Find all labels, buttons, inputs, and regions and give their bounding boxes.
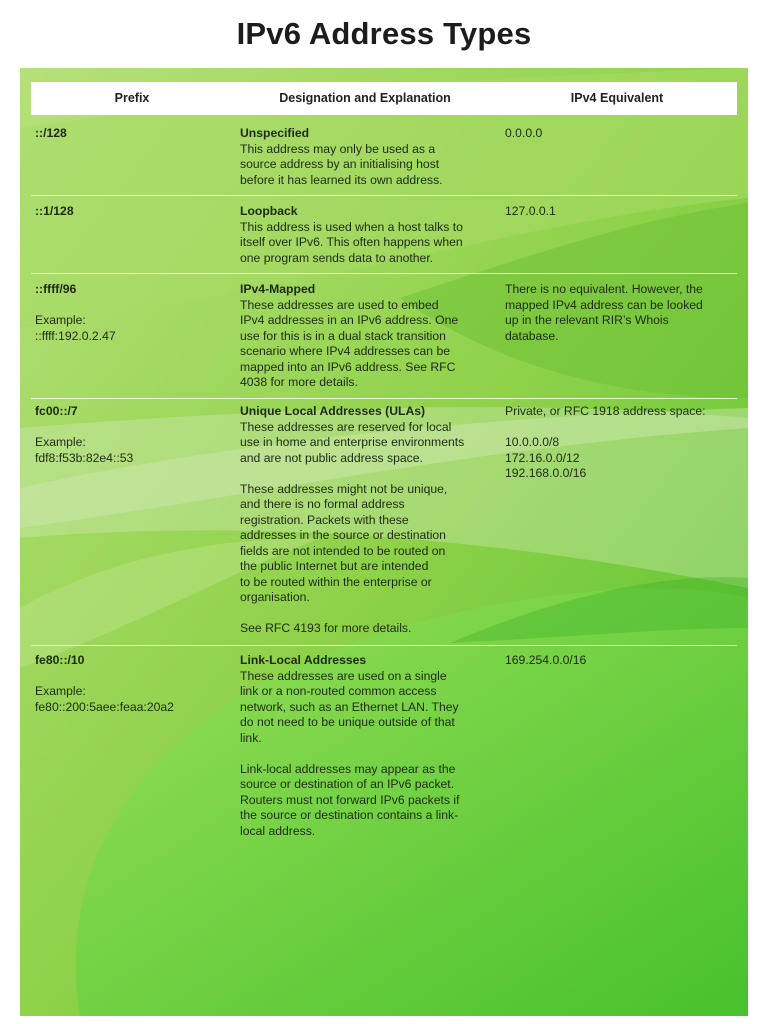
example-label: Example: [35,313,86,327]
example-value: fdf8:f53b:82e4::53 [35,450,134,465]
explanation-line: This address may only be used as a [240,141,436,156]
ipv4-value: 169.254.0.0/16 [505,653,587,667]
explanation-line: registration. Packets with these [240,512,409,527]
explanation-line: scenario where IPv4 addresses can be [240,344,451,358]
designation-title: IPv4-Mapped [240,282,316,296]
prefix-cell [35,204,230,220]
prefix-cell [35,126,230,142]
ipv4-cell [505,404,733,482]
explanation-line: This address is used when a host talks to [240,219,463,234]
designation-title: Unique Local Addresses (ULAs) [240,404,426,418]
explanation-line: These addresses are used on a single [240,668,447,683]
explanation-line: source address by an initialising host [240,157,440,171]
prefix-cell [35,282,230,344]
prefix-value: fc00::/7 [35,404,78,418]
row-divider [31,273,737,274]
ipv4-cell [505,126,733,142]
prefix-value: ::ffff/96 [35,282,77,296]
explanation-line: These addresses are reserved for local [240,419,452,434]
explanation-line: See RFC 4193 for more details. [240,621,412,635]
header-ipv4: IPv4 Equivalent [570,91,664,105]
example-value: fe80::200:5aee:feaa:20a2 [35,699,174,714]
row-divider [31,195,737,196]
prefix-value: ::1/128 [35,204,74,218]
explanation-line: Routers must not forward IPv6 packets if [240,792,460,807]
ipv4-line: Private, or RFC 1918 address space: [505,404,706,418]
explanation-line: local address. [240,823,316,838]
example-label: Example: [35,684,86,698]
row-divider [31,645,737,646]
explanation-line: one program sends data to another. [240,250,434,265]
designation-cell [240,126,485,188]
ipv4-line: database. [505,328,559,343]
designation-cell [240,282,485,391]
explanation-line: fields are not intended to be routed on [240,543,446,558]
explanation-line: These addresses are used to embed [240,297,439,312]
explanation-line: to be routed within the enterprise or [240,574,432,589]
explanation-line: These addresses might not be unique, [240,481,448,496]
designation-cell [240,404,485,637]
explanation-line: mapped into an IPv6 address. See RFC [240,359,456,374]
ipv4-value: 0.0.0.0 [505,126,543,140]
ipv4-cell [505,204,733,220]
explanation-line: Link-local addresses may appear as the [240,761,456,776]
table-header [31,82,737,115]
explanation-line: the public Internet but are intended [240,559,429,573]
explanation-line: IPv4 addresses in an IPv6 address. One [240,313,459,327]
explanation-line: and there is no formal address [240,497,405,511]
explanation-line: organisation. [240,590,310,604]
ipv4-range: 172.16.0.0/12 [505,450,580,465]
prefix-cell [35,404,230,466]
explanation-line: 4038 for more details. [240,375,358,389]
explanation-line: and are not public address space. [240,450,423,465]
explanation-line: do not need to be unique outside of that [240,715,455,729]
designation-title: Unspecified [240,126,310,140]
explanation-line: link. [240,730,262,745]
designation-cell [240,204,485,266]
explanation-line: network, such as an Ethernet LAN. They [240,699,459,714]
explanation-line: the source or destination contains a link- [240,808,459,822]
ipv4-line: mapped IPv4 address can be looked [505,297,703,312]
explanation-line: addresses in the source or destination [240,528,446,542]
ipv4-line: There is no equivalent. However, the [505,282,703,296]
explanation-line: link or a non-routed common access [240,684,437,698]
header-designation: Designation and Explanation [279,91,451,105]
example-value: ::ffff:192.0.2.47 [35,328,116,343]
explanation-line: use in home and enterprise environments [240,435,465,449]
designation-title: Loopback [240,204,298,218]
ipv4-range: 192.168.0.0/16 [505,466,587,480]
explanation-line: itself over IPv6. This often happens when [240,235,463,249]
header-prefix: Prefix [114,91,150,105]
page-title: IPv6 Address Types [236,16,532,51]
ipv4-range: 10.0.0.0/8 [505,435,560,449]
table-panel [20,68,748,1016]
designation-cell [240,653,485,839]
prefix-cell [35,653,230,715]
prefix-value: fe80::/10 [35,653,85,667]
ipv4-cell [505,653,733,669]
row-divider [31,398,737,399]
ipv4-line: up in the relevant RIR’s Whois [505,313,669,327]
designation-title: Link-Local Addresses [240,653,367,667]
ipv4-cell [505,282,733,344]
explanation-line: before it has learned its own address. [240,172,443,187]
ipv4-value: 127.0.0.1 [505,204,556,218]
explanation-line: use for this is in a dual stack transition [240,328,446,343]
example-label: Example: [35,435,86,449]
explanation-line: source or destination of an IPv6 packet. [240,777,455,791]
prefix-value: ::/128 [35,126,67,140]
